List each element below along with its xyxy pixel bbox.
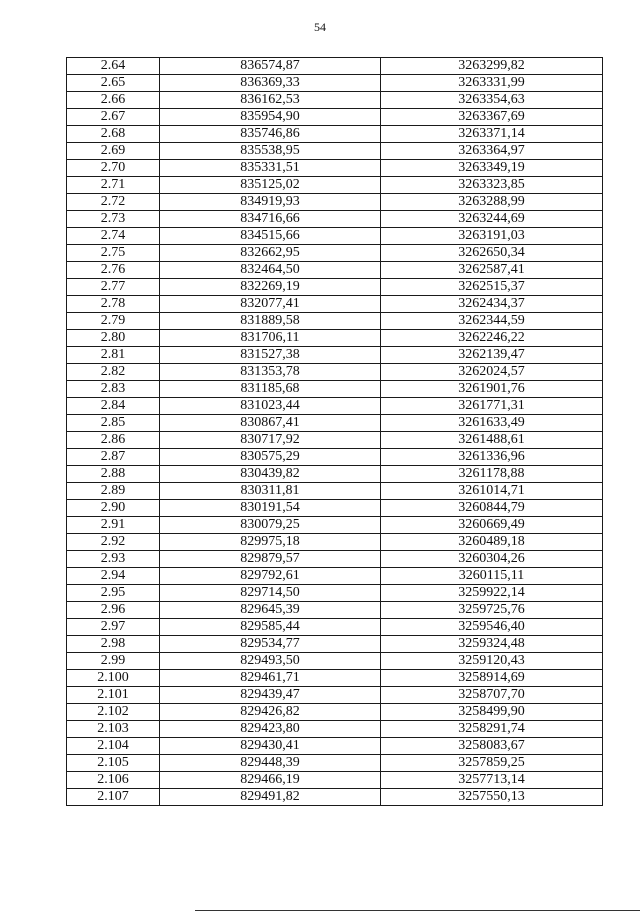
point-number-cell: 2.77 — [67, 279, 160, 296]
table-row — [67, 211, 603, 228]
point-number-cell: 2.69 — [67, 143, 160, 160]
point-number-cell: 2.88 — [67, 466, 160, 483]
x-coordinate-cell: 830575,29 — [160, 449, 381, 466]
point-number-cell: 2.64 — [67, 58, 160, 75]
point-number-cell: 2.103 — [67, 721, 160, 738]
x-coordinate-cell: 835538,95 — [160, 143, 381, 160]
point-number-cell: 2.87 — [67, 449, 160, 466]
x-coordinate-cell: 829975,18 — [160, 534, 381, 551]
y-coordinate-cell: 3258291,74 — [381, 721, 603, 738]
y-coordinate-cell: 3262650,34 — [381, 245, 603, 262]
y-coordinate-cell: 3262344,59 — [381, 313, 603, 330]
x-coordinate-cell: 836574,87 — [160, 58, 381, 75]
y-coordinate-cell: 3262024,57 — [381, 364, 603, 381]
x-coordinate-cell: 829439,47 — [160, 687, 381, 704]
table-row — [67, 483, 603, 500]
table-row — [67, 636, 603, 653]
y-coordinate-cell: 3257713,14 — [381, 772, 603, 789]
y-coordinate-cell: 3259546,40 — [381, 619, 603, 636]
point-number-cell: 2.97 — [67, 619, 160, 636]
x-coordinate-cell: 829534,77 — [160, 636, 381, 653]
point-number-cell: 2.65 — [67, 75, 160, 92]
x-coordinate-cell: 835746,86 — [160, 126, 381, 143]
point-number-cell: 2.68 — [67, 126, 160, 143]
point-number-cell: 2.106 — [67, 772, 160, 789]
x-coordinate-cell: 832662,95 — [160, 245, 381, 262]
y-coordinate-cell: 3261178,88 — [381, 466, 603, 483]
table-row — [67, 177, 603, 194]
table-row — [67, 75, 603, 92]
y-coordinate-cell: 3263364,97 — [381, 143, 603, 160]
table-row — [67, 143, 603, 160]
table-row — [67, 415, 603, 432]
table-row — [67, 789, 603, 806]
x-coordinate-cell: 829491,82 — [160, 789, 381, 806]
x-coordinate-cell: 831889,58 — [160, 313, 381, 330]
x-coordinate-cell: 829645,39 — [160, 602, 381, 619]
x-coordinate-cell: 836369,33 — [160, 75, 381, 92]
y-coordinate-cell: 3263371,14 — [381, 126, 603, 143]
x-coordinate-cell: 830717,92 — [160, 432, 381, 449]
table-row — [67, 109, 603, 126]
point-number-cell: 2.78 — [67, 296, 160, 313]
table-row — [67, 364, 603, 381]
table-row — [67, 279, 603, 296]
table-row — [67, 398, 603, 415]
y-coordinate-cell: 3263331,99 — [381, 75, 603, 92]
point-number-cell: 2.90 — [67, 500, 160, 517]
y-coordinate-cell: 3259324,48 — [381, 636, 603, 653]
table-row — [67, 602, 603, 619]
table-row — [67, 466, 603, 483]
x-coordinate-cell: 830079,25 — [160, 517, 381, 534]
x-coordinate-cell: 832077,41 — [160, 296, 381, 313]
y-coordinate-cell: 3262515,37 — [381, 279, 603, 296]
x-coordinate-cell: 829493,50 — [160, 653, 381, 670]
table-row — [67, 262, 603, 279]
table-row — [67, 245, 603, 262]
point-number-cell: 2.73 — [67, 211, 160, 228]
x-coordinate-cell: 830311,81 — [160, 483, 381, 500]
table-row — [67, 517, 603, 534]
point-number-cell: 2.67 — [67, 109, 160, 126]
y-coordinate-cell: 3262139,47 — [381, 347, 603, 364]
table-row — [67, 500, 603, 517]
y-coordinate-cell: 3261901,76 — [381, 381, 603, 398]
table-row — [67, 381, 603, 398]
point-number-cell: 2.93 — [67, 551, 160, 568]
table-row — [67, 585, 603, 602]
table-row — [67, 58, 603, 75]
point-number-cell: 2.100 — [67, 670, 160, 687]
coordinates-table-body — [67, 58, 603, 806]
x-coordinate-cell: 829792,61 — [160, 568, 381, 585]
x-coordinate-cell: 829448,39 — [160, 755, 381, 772]
y-coordinate-cell: 3260489,18 — [381, 534, 603, 551]
coordinates-table-container — [66, 57, 602, 806]
x-coordinate-cell: 832464,50 — [160, 262, 381, 279]
y-coordinate-cell: 3259120,43 — [381, 653, 603, 670]
y-coordinate-cell: 3262246,22 — [381, 330, 603, 347]
x-coordinate-cell: 829426,82 — [160, 704, 381, 721]
point-number-cell: 2.76 — [67, 262, 160, 279]
point-number-cell: 2.101 — [67, 687, 160, 704]
y-coordinate-cell: 3258914,69 — [381, 670, 603, 687]
y-coordinate-cell: 3257859,25 — [381, 755, 603, 772]
y-coordinate-cell: 3261771,31 — [381, 398, 603, 415]
table-row — [67, 670, 603, 687]
y-coordinate-cell: 3260844,79 — [381, 500, 603, 517]
y-coordinate-cell: 3262587,41 — [381, 262, 603, 279]
x-coordinate-cell: 831353,78 — [160, 364, 381, 381]
y-coordinate-cell: 3263354,63 — [381, 92, 603, 109]
page-bottom-rule — [195, 910, 640, 911]
point-number-cell: 2.98 — [67, 636, 160, 653]
x-coordinate-cell: 830439,82 — [160, 466, 381, 483]
table-row — [67, 228, 603, 245]
point-number-cell: 2.79 — [67, 313, 160, 330]
x-coordinate-cell: 831185,68 — [160, 381, 381, 398]
table-row — [67, 296, 603, 313]
x-coordinate-cell: 830191,54 — [160, 500, 381, 517]
point-number-cell: 2.96 — [67, 602, 160, 619]
point-number-cell: 2.84 — [67, 398, 160, 415]
y-coordinate-cell: 3261488,61 — [381, 432, 603, 449]
x-coordinate-cell: 834716,66 — [160, 211, 381, 228]
table-row — [67, 653, 603, 670]
y-coordinate-cell: 3263323,85 — [381, 177, 603, 194]
point-number-cell: 2.80 — [67, 330, 160, 347]
table-row — [67, 347, 603, 364]
x-coordinate-cell: 835954,90 — [160, 109, 381, 126]
table-row — [67, 704, 603, 721]
y-coordinate-cell: 3260115,11 — [381, 568, 603, 585]
page-number: 54 — [314, 20, 326, 34]
x-coordinate-cell: 829879,57 — [160, 551, 381, 568]
table-row — [67, 330, 603, 347]
y-coordinate-cell: 3263367,69 — [381, 109, 603, 126]
point-number-cell: 2.91 — [67, 517, 160, 534]
y-coordinate-cell: 3260304,26 — [381, 551, 603, 568]
y-coordinate-cell: 3260669,49 — [381, 517, 603, 534]
x-coordinate-cell: 831527,38 — [160, 347, 381, 364]
table-row — [67, 772, 603, 789]
y-coordinate-cell: 3261336,96 — [381, 449, 603, 466]
table-row — [67, 551, 603, 568]
point-number-cell: 2.92 — [67, 534, 160, 551]
x-coordinate-cell: 835125,02 — [160, 177, 381, 194]
table-row — [67, 534, 603, 551]
y-coordinate-cell: 3263349,19 — [381, 160, 603, 177]
point-number-cell: 2.102 — [67, 704, 160, 721]
y-coordinate-cell: 3261014,71 — [381, 483, 603, 500]
table-row — [67, 126, 603, 143]
table-row — [67, 160, 603, 177]
point-number-cell: 2.85 — [67, 415, 160, 432]
y-coordinate-cell: 3257550,13 — [381, 789, 603, 806]
x-coordinate-cell: 829714,50 — [160, 585, 381, 602]
x-coordinate-cell: 835331,51 — [160, 160, 381, 177]
table-row — [67, 449, 603, 466]
x-coordinate-cell: 834515,66 — [160, 228, 381, 245]
x-coordinate-cell: 832269,19 — [160, 279, 381, 296]
table-row — [67, 619, 603, 636]
table-row — [67, 313, 603, 330]
x-coordinate-cell: 831023,44 — [160, 398, 381, 415]
point-number-cell: 2.70 — [67, 160, 160, 177]
x-coordinate-cell: 831706,11 — [160, 330, 381, 347]
table-row — [67, 194, 603, 211]
y-coordinate-cell: 3263244,69 — [381, 211, 603, 228]
y-coordinate-cell: 3263191,03 — [381, 228, 603, 245]
point-number-cell: 2.71 — [67, 177, 160, 194]
y-coordinate-cell: 3258083,67 — [381, 738, 603, 755]
point-number-cell: 2.99 — [67, 653, 160, 670]
table-row — [67, 755, 603, 772]
table-row — [67, 432, 603, 449]
point-number-cell: 2.74 — [67, 228, 160, 245]
y-coordinate-cell: 3258499,90 — [381, 704, 603, 721]
coordinates-table — [66, 57, 603, 806]
y-coordinate-cell: 3263299,82 — [381, 58, 603, 75]
point-number-cell: 2.89 — [67, 483, 160, 500]
point-number-cell: 2.95 — [67, 585, 160, 602]
x-coordinate-cell: 829430,41 — [160, 738, 381, 755]
y-coordinate-cell: 3259922,14 — [381, 585, 603, 602]
point-number-cell: 2.81 — [67, 347, 160, 364]
point-number-cell: 2.104 — [67, 738, 160, 755]
point-number-cell: 2.82 — [67, 364, 160, 381]
point-number-cell: 2.94 — [67, 568, 160, 585]
x-coordinate-cell: 836162,53 — [160, 92, 381, 109]
table-row — [67, 687, 603, 704]
x-coordinate-cell: 829466,19 — [160, 772, 381, 789]
table-row — [67, 721, 603, 738]
point-number-cell: 2.86 — [67, 432, 160, 449]
point-number-cell: 2.75 — [67, 245, 160, 262]
point-number-cell: 2.66 — [67, 92, 160, 109]
y-coordinate-cell: 3263288,99 — [381, 194, 603, 211]
x-coordinate-cell: 830867,41 — [160, 415, 381, 432]
y-coordinate-cell: 3262434,37 — [381, 296, 603, 313]
table-row — [67, 738, 603, 755]
point-number-cell: 2.107 — [67, 789, 160, 806]
table-row — [67, 568, 603, 585]
point-number-cell: 2.83 — [67, 381, 160, 398]
x-coordinate-cell: 829423,80 — [160, 721, 381, 738]
x-coordinate-cell: 829585,44 — [160, 619, 381, 636]
y-coordinate-cell: 3261633,49 — [381, 415, 603, 432]
point-number-cell: 2.72 — [67, 194, 160, 211]
point-number-cell: 2.105 — [67, 755, 160, 772]
table-row — [67, 92, 603, 109]
y-coordinate-cell: 3259725,76 — [381, 602, 603, 619]
x-coordinate-cell: 829461,71 — [160, 670, 381, 687]
x-coordinate-cell: 834919,93 — [160, 194, 381, 211]
y-coordinate-cell: 3258707,70 — [381, 687, 603, 704]
